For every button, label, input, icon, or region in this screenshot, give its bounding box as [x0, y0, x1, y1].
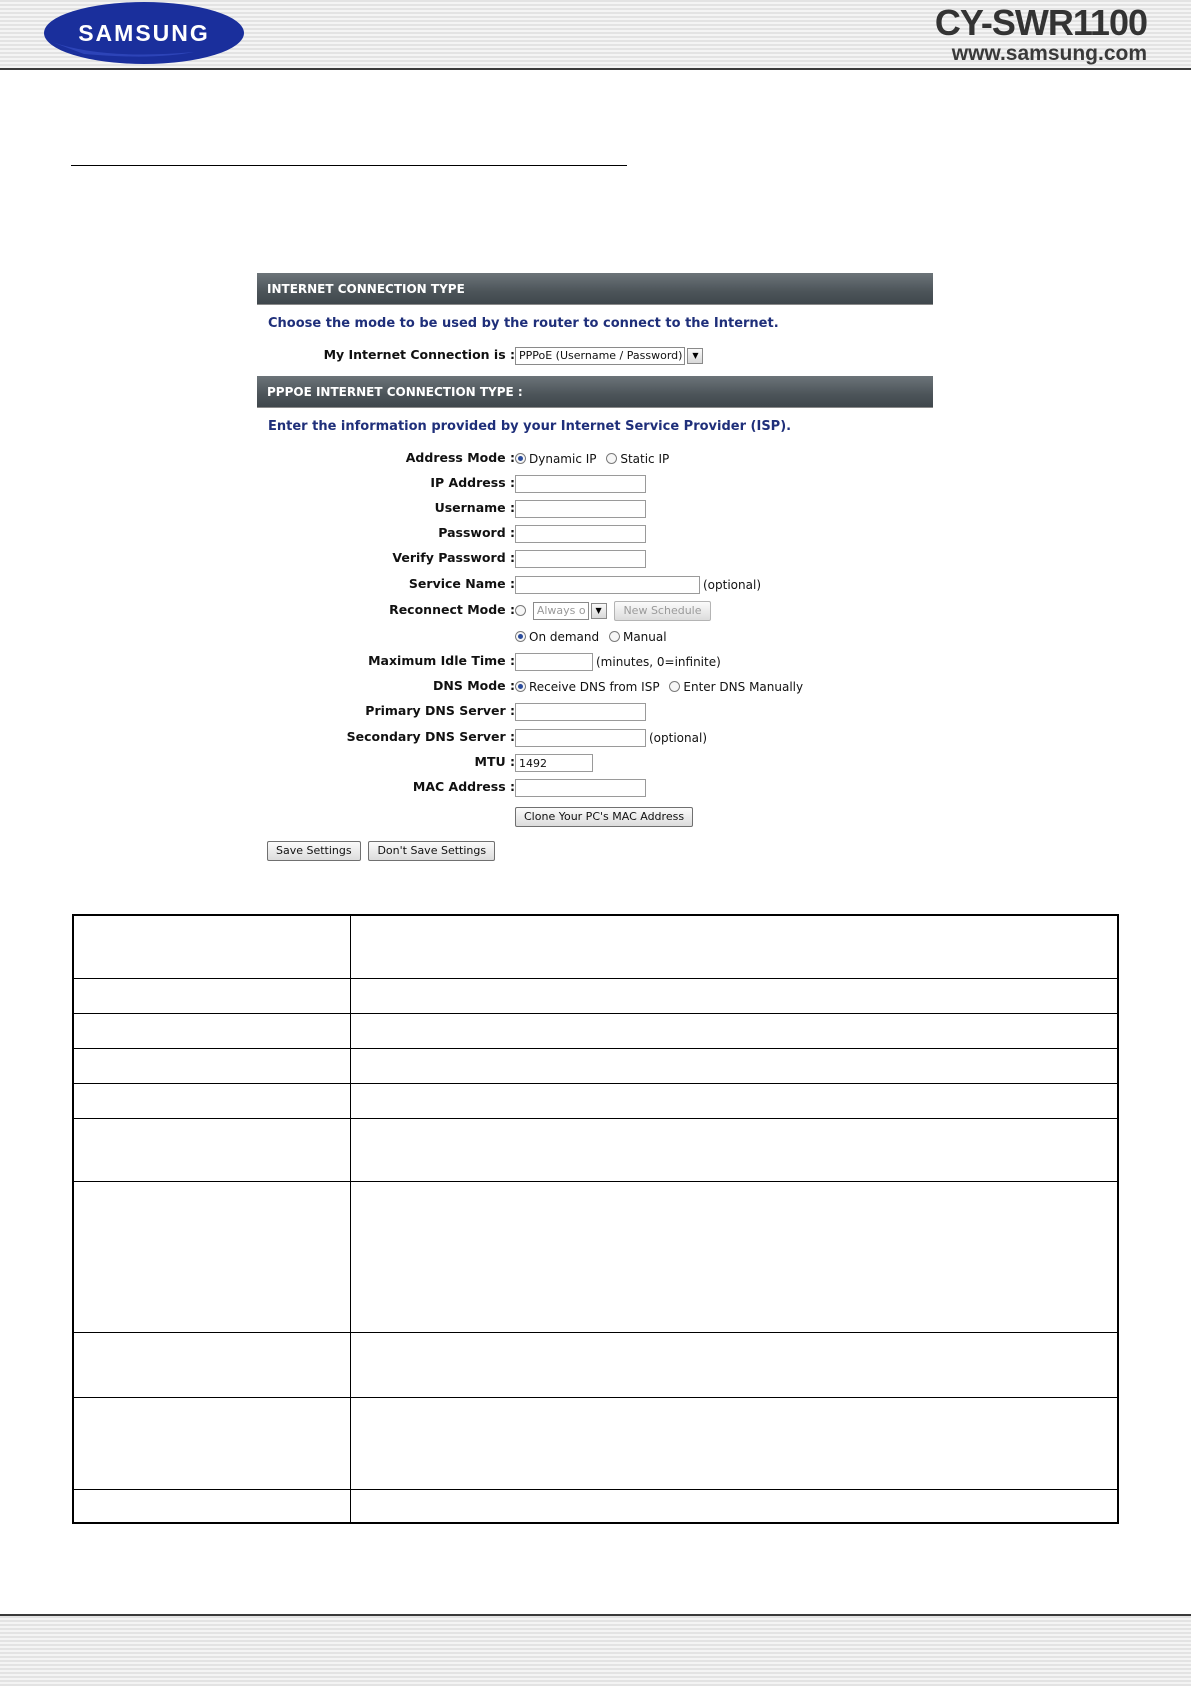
max-idle-input[interactable]	[515, 653, 593, 671]
section1-intro: Choose the mode to be used by the router to connect to the Internet.	[268, 316, 779, 331]
secondary-dns-input[interactable]	[515, 729, 646, 747]
max-idle-row	[257, 651, 933, 673]
mac-address-label: MAC Address :	[412, 779, 515, 794]
verify-password-input[interactable]	[515, 550, 646, 568]
primary-dns-input[interactable]	[515, 703, 646, 721]
mtu-input[interactable]: 1492	[515, 754, 593, 772]
secondary-dns-row	[257, 727, 933, 749]
password-label: Password :	[438, 525, 515, 540]
ip-address-label: IP Address :	[430, 475, 515, 490]
enter-dns-radio[interactable]	[669, 681, 680, 692]
static-ip-label: Static IP	[620, 451, 670, 466]
on-demand-radio[interactable]	[515, 631, 526, 642]
receive-dns-radio[interactable]	[515, 681, 526, 692]
password-input[interactable]	[515, 525, 646, 543]
table-cell	[73, 1118, 350, 1181]
always-on-radio[interactable]	[515, 605, 526, 616]
service-name-optional: (optional)	[703, 577, 761, 592]
mtu-row	[257, 752, 933, 774]
table-cell	[350, 1083, 1118, 1118]
service-name-input[interactable]	[515, 576, 700, 594]
reconnect-mode-control	[515, 600, 711, 621]
ip-address-row	[257, 473, 933, 495]
clone-mac-button[interactable]: Clone Your PC's MAC Address	[515, 807, 693, 827]
max-idle-label: Maximum Idle Time :	[368, 653, 515, 668]
receive-dns-label: Receive DNS from ISP	[529, 679, 660, 694]
mac-address-input[interactable]	[515, 779, 646, 797]
table-row	[73, 1181, 1118, 1332]
primary-dns-label: Primary DNS Server :	[365, 703, 515, 718]
table-row	[73, 1118, 1118, 1181]
save-settings-button[interactable]: Save Settings	[267, 841, 361, 861]
chevron-down-icon[interactable]: ▼	[687, 348, 703, 364]
manual-radio[interactable]	[609, 631, 620, 642]
model-name: CY-SWR1100	[934, 2, 1147, 43]
manual-label: Manual	[622, 629, 667, 644]
ip-address-input[interactable]	[515, 475, 646, 493]
connection-control	[515, 345, 703, 365]
samsung-logo	[44, 2, 244, 64]
section2-intro: Enter the information provided by your Internet Service Provider (ISP).	[268, 419, 792, 434]
table-cell	[73, 1048, 350, 1083]
address-mode-label: Address Mode :	[405, 450, 515, 465]
address-mode-control	[515, 448, 675, 469]
secondary-dns-label: Secondary DNS Server :	[346, 729, 515, 744]
table-cell	[350, 978, 1118, 1013]
page-header	[0, 0, 1191, 70]
model-block	[935, 4, 1147, 66]
username-input[interactable]	[515, 500, 646, 518]
table-cell	[73, 1397, 350, 1489]
brand-name: SAMSUNG	[78, 19, 210, 46]
table-cell	[73, 1332, 350, 1397]
address-mode-row	[257, 448, 933, 470]
new-schedule-button[interactable]: New Schedule	[614, 601, 710, 621]
static-ip-radio[interactable]	[606, 453, 617, 464]
table-row	[73, 1083, 1118, 1118]
chevron-down-icon[interactable]: ▼	[591, 603, 607, 619]
enter-dns-label: Enter DNS Manually	[683, 679, 804, 694]
table-row	[73, 1489, 1118, 1523]
max-idle-note: (minutes, 0=infinite)	[596, 654, 721, 669]
table-cell	[350, 1048, 1118, 1083]
table-cell	[350, 1181, 1118, 1332]
reconnect-mode-row	[257, 600, 933, 622]
table-row	[73, 1397, 1118, 1489]
dont-save-settings-button[interactable]: Don't Save Settings	[368, 841, 495, 861]
dynamic-ip-radio[interactable]	[515, 453, 526, 464]
website-url: www.samsung.com	[951, 42, 1147, 65]
table-row	[73, 1013, 1118, 1048]
primary-dns-row	[257, 701, 933, 723]
service-name-label: Service Name :	[408, 576, 515, 591]
always-on-select[interactable]: Always o	[533, 602, 589, 620]
dns-mode-control	[515, 676, 809, 697]
table-row	[73, 915, 1118, 978]
mtu-label: MTU :	[474, 754, 515, 769]
table-cell	[350, 1118, 1118, 1181]
verify-password-label: Verify Password :	[392, 550, 515, 565]
connection-label: My Internet Connection is :	[323, 347, 515, 362]
dynamic-ip-label: Dynamic IP	[529, 451, 597, 466]
table-cell	[350, 1013, 1118, 1048]
title-underline	[71, 165, 627, 166]
dns-mode-row	[257, 676, 933, 698]
table-cell	[350, 1397, 1118, 1489]
clone-mac-row	[257, 806, 933, 828]
table-cell	[350, 1489, 1118, 1523]
page-footer	[0, 1614, 1191, 1686]
service-name-row	[257, 574, 933, 596]
table-cell	[350, 915, 1118, 978]
verify-password-row	[257, 548, 933, 570]
description-table	[72, 914, 1119, 1524]
connection-type-select[interactable]: PPPoE (Username / Password)	[515, 347, 685, 365]
reconnect-mode-label: Reconnect Mode :	[389, 602, 515, 617]
table-row	[73, 1048, 1118, 1083]
table-cell	[73, 1181, 350, 1332]
table-cell	[73, 1013, 350, 1048]
table-cell	[73, 1489, 350, 1523]
section-header-connection-type: INTERNET CONNECTION TYPE	[257, 273, 933, 305]
router-screenshot	[257, 273, 933, 869]
section-header-pppoe: PPPOE INTERNET CONNECTION TYPE :	[257, 376, 933, 408]
secondary-dns-optional: (optional)	[649, 730, 707, 745]
table-cell	[73, 915, 350, 978]
table-cell	[350, 1332, 1118, 1397]
dns-mode-label: DNS Mode :	[433, 678, 515, 693]
table-row	[73, 1332, 1118, 1397]
reconnect-mode-row-2	[257, 626, 933, 648]
username-row	[257, 498, 933, 520]
table-cell	[73, 1083, 350, 1118]
table-row	[73, 978, 1118, 1013]
mac-address-row	[257, 777, 933, 799]
reconnect-mode-control-2	[515, 626, 673, 647]
action-buttons-row	[257, 840, 933, 862]
table-cell	[73, 978, 350, 1013]
connection-row	[257, 345, 933, 367]
username-label: Username :	[434, 500, 515, 515]
password-row	[257, 523, 933, 545]
on-demand-label: On demand	[529, 629, 600, 644]
